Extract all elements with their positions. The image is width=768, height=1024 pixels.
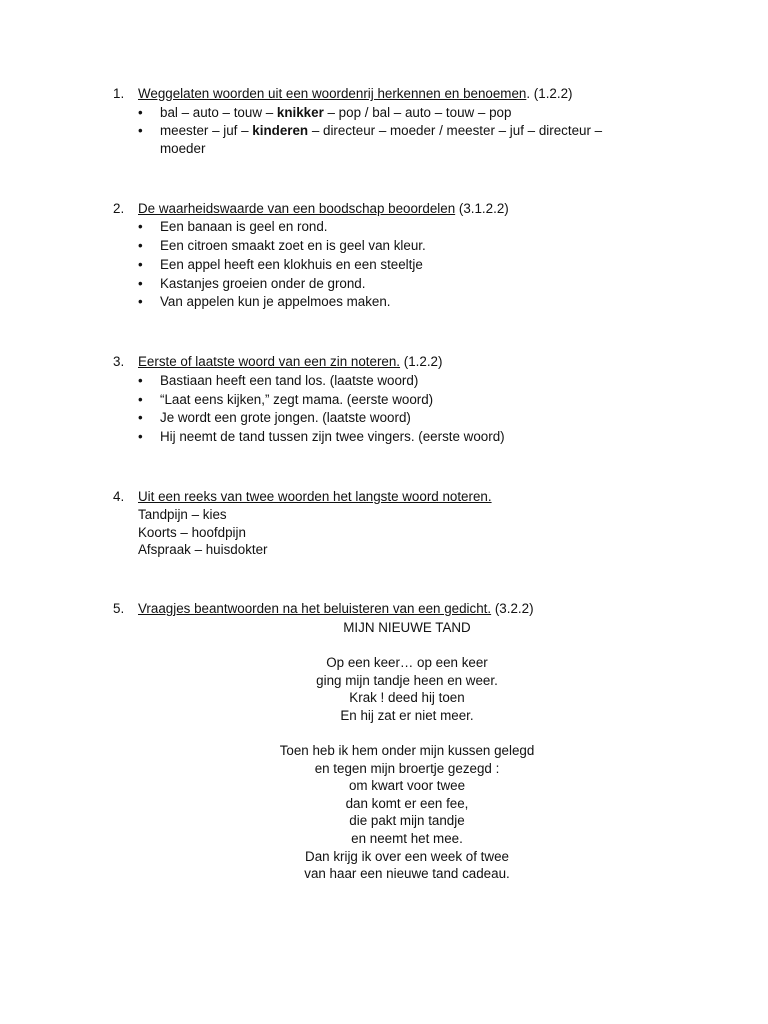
section-heading: [138, 488, 492, 506]
word-pair-line: Koorts – hoofdpijn: [138, 525, 246, 540]
item-post: – pop / bal – auto – touw – pop: [323, 105, 512, 120]
item-bold-word: kinderen: [252, 123, 309, 138]
list-item: Hij neemt de tand tussen zijn twee vingers. (eerste woord): [160, 429, 505, 444]
section-number: 3.: [113, 354, 125, 369]
poem-line: dan komt er een fee,: [345, 796, 469, 811]
section-title: De waarheidswaarde van een boodschap beoordelen: [138, 201, 456, 216]
section-title: Eerste of laatste woord van een zin noteren.: [138, 354, 401, 369]
bullet-icon: •: [138, 373, 143, 388]
section-number: 4.: [113, 489, 125, 504]
poem-line: en tegen mijn broertje gezegd :: [314, 761, 500, 776]
list-item: [160, 104, 511, 122]
list-item: Bastiaan heeft een tand los. (laatste woord): [160, 373, 419, 388]
list-item: Een appel heeft een klokhuis en een steeltje: [160, 257, 423, 272]
bullet-icon: •: [138, 410, 143, 425]
section-code: . (1.2.2): [526, 86, 573, 101]
list-item: [160, 122, 602, 140]
poem-line: Dan krijg ik over een week of twee: [305, 849, 509, 864]
section-number: 5.: [113, 601, 125, 616]
poem-line: van haar een nieuwe tand cadeau.: [304, 866, 510, 881]
section-code: (1.2.2): [400, 354, 443, 369]
bullet-icon: •: [138, 105, 143, 120]
section-heading: [138, 85, 573, 103]
list-item: “Laat eens kijken,” zegt mama. (eerste woord): [160, 392, 434, 407]
item-bold-word: knikker: [276, 105, 324, 120]
section-title: Uit een reeks van twee woorden het langste woord noteren.: [138, 489, 492, 504]
section-heading: [138, 600, 534, 618]
section-heading: [138, 353, 442, 371]
section-number: 1.: [113, 86, 125, 101]
poem-line: en neemt het mee.: [351, 831, 463, 846]
bullet-icon: •: [138, 276, 143, 291]
section-number: 2.: [113, 201, 125, 216]
bullet-icon: •: [138, 429, 143, 444]
section-heading: [138, 200, 509, 218]
item-post: – directeur – moeder / meester – juf – directeur –: [308, 123, 603, 138]
list-item: Kastanjes groeien onder de grond.: [160, 276, 366, 291]
bullet-icon: •: [138, 392, 143, 407]
item-pre: bal – auto – touw –: [160, 105, 277, 120]
list-item: Een citroen smaakt zoet en is geel van kleur.: [160, 238, 426, 253]
bullet-icon: •: [138, 294, 143, 309]
poem-title: MIJN NIEUWE TAND: [343, 620, 471, 635]
poem-line: Toen heb ik hem onder mijn kussen gelegd: [279, 743, 535, 758]
list-item: Een banaan is geel en rond.: [160, 219, 328, 234]
item-pre: meester – juf –: [160, 123, 253, 138]
poem-line: En hij zat er niet meer.: [340, 708, 474, 723]
list-item: Van appelen kun je appelmoes maken.: [160, 294, 391, 309]
bullet-icon: •: [138, 257, 143, 272]
poem-line: die pakt mijn tandje: [349, 813, 465, 828]
bullet-icon: •: [138, 219, 143, 234]
section-title: Vraagjes beantwoorden na het beluisteren van een gedicht.: [138, 601, 492, 616]
section-code: (3.2.2): [491, 601, 534, 616]
list-item: Je wordt een grote jongen. (laatste woord): [160, 410, 411, 425]
list-item-continuation: moeder: [160, 141, 206, 156]
poem-line: om kwart voor twee: [348, 778, 466, 793]
poem-line: Krak ! deed hij toen: [349, 690, 465, 705]
word-pair-line: Afspraak – huisdokter: [138, 542, 268, 557]
bullet-icon: •: [138, 123, 143, 138]
section-code: (3.1.2.2): [455, 201, 509, 216]
word-pair-line: Tandpijn – kies: [138, 507, 227, 522]
section-title: Weggelaten woorden uit een woordenrij herkennen en benoemen: [138, 86, 527, 101]
poem-line: Op een keer… op een keer: [326, 655, 488, 670]
bullet-icon: •: [138, 238, 143, 253]
poem-line: ging mijn tandje heen en weer.: [316, 673, 498, 688]
